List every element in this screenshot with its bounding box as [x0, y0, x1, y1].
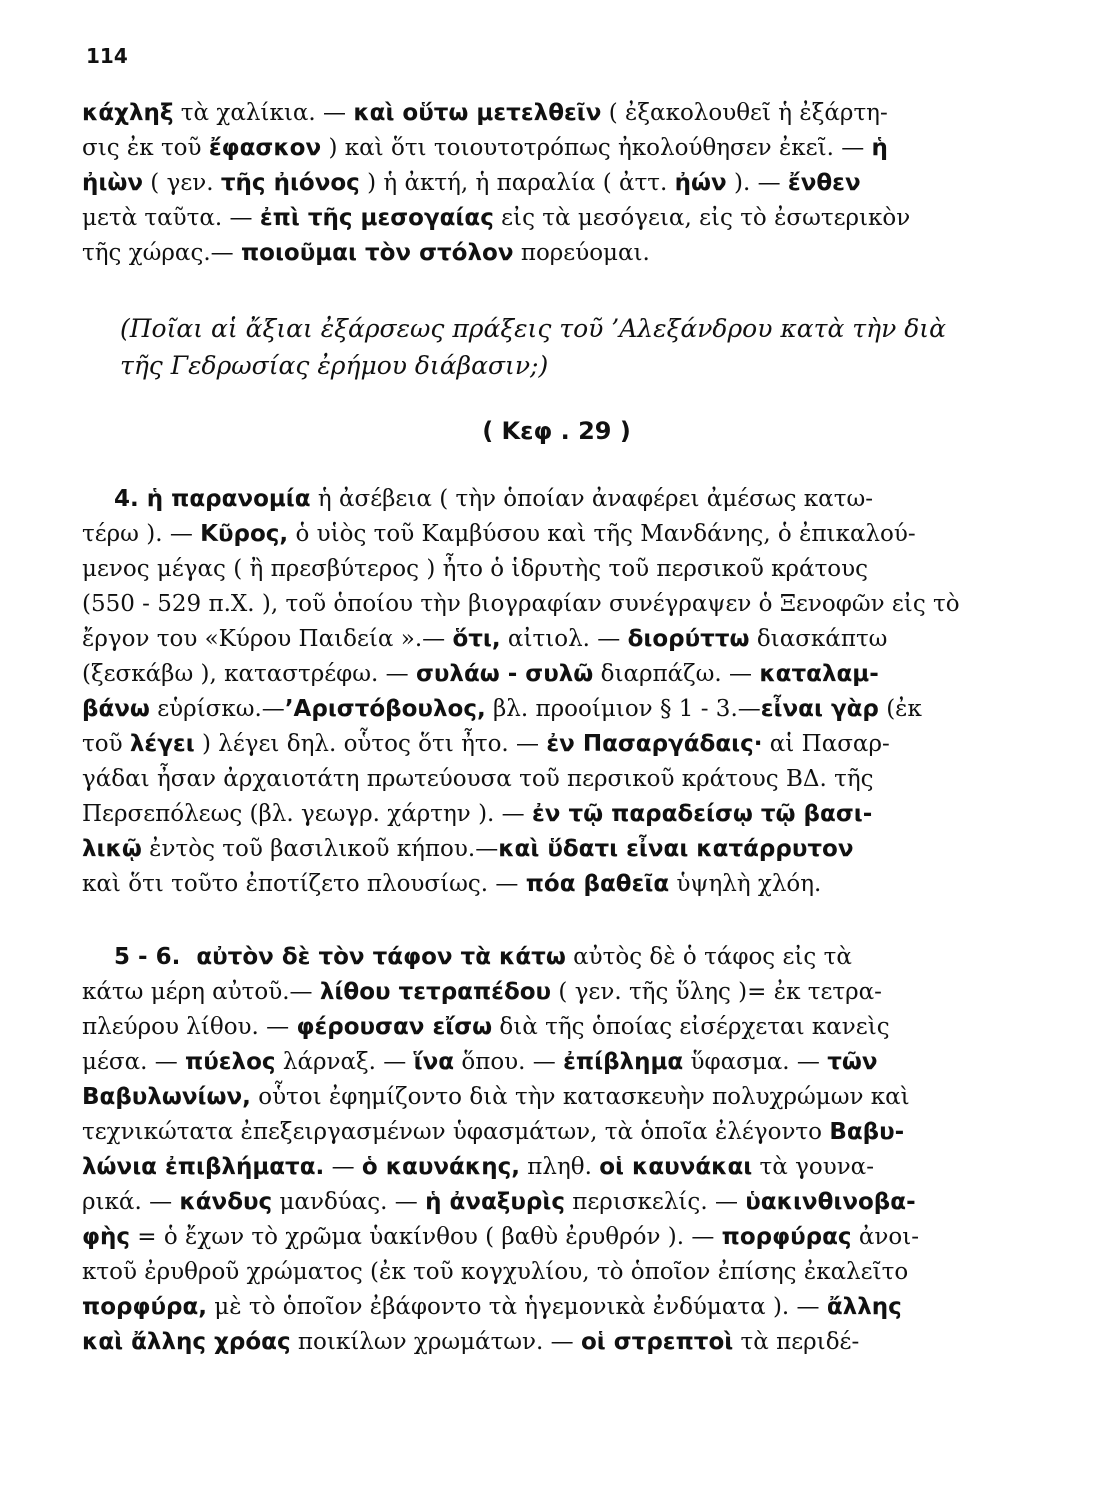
gloss-text: ὕφασμα. — [683, 1049, 828, 1075]
gloss-text: ) ἡ ἀκτή, ἡ παραλία ( ἀττ. [359, 170, 675, 196]
page-number: 114 [86, 44, 128, 68]
gloss-text: τοῦ [82, 731, 130, 757]
term-bold: λικῷ [82, 836, 142, 862]
gloss-text: — [324, 1154, 362, 1180]
gloss-text: ἡ ἀσέβεια ( τὴν ὁποίαν ἀναφέρει ἀμέσως κατω- [310, 486, 873, 512]
term-bold: ἐν Πασαργάδαις· [546, 731, 763, 757]
term-bold: πύελος [185, 1049, 276, 1075]
gloss-text: ) καὶ ὅτι τοιουτοτρόπως ἠκολούθησεν ἐκεῖ. — [321, 135, 872, 161]
gloss-text: βλ. προοίμιον § 1 - 3.— [485, 696, 761, 722]
gloss-text: ἐντὸς τοῦ βασιλικοῦ κήπου.— [141, 836, 499, 862]
gloss-text: (550 - 529 π.Χ. ), τοῦ ὁποίου τὴν βιογραφίαν συνέγραψεν ὁ Ξενοφῶν εἰς τὸ [82, 591, 960, 617]
text-line [82, 482, 988, 517]
term-bold: ἠιὼν [82, 170, 143, 196]
paragraph-glossary-2 [82, 482, 988, 902]
text-line [82, 1185, 988, 1220]
gloss-text: ὁ υἱὸς τοῦ Καμβύσου καὶ τῆς Μανδάνης, ὁ ἐπικαλού- [288, 521, 916, 547]
gloss-text: καὶ ὅτι τοῦτο ἐποτίζετο πλουσίως. — [82, 871, 526, 897]
text-line [82, 1080, 988, 1115]
gloss-text: ). — [726, 170, 788, 196]
term-bold: ’Αριστόβουλος, [284, 696, 486, 722]
gloss-text: ρικά. — [82, 1189, 180, 1215]
text-line [82, 832, 988, 867]
gloss-text: ὅπου. — [454, 1049, 564, 1075]
gloss-text: αἰτιολ. — [500, 626, 628, 652]
term-bold: κάχληξ [82, 100, 174, 126]
text-line [82, 1115, 988, 1150]
term-bold: ἔνθεν [787, 170, 861, 196]
gloss-text: γάδαι ἦσαν ἀρχαιοτάτη πρωτεύουσα τοῦ περσικοῦ κράτους ΒΔ. τῆς [82, 766, 874, 792]
gloss-text: ( γεν. [143, 170, 221, 196]
term-bold: πορφύρα, [82, 1294, 207, 1320]
term-bold: ὁ καυνάκης, [361, 1154, 520, 1180]
text-line [82, 1150, 988, 1185]
paragraph-glossary-3 [82, 940, 988, 1360]
paragraph-glossary-1 [82, 96, 988, 271]
term-bold: βάνω [82, 696, 150, 722]
text-line [82, 622, 988, 657]
text-line [82, 517, 988, 552]
gloss-text: αὐτὸς δὲ ὁ τάφος εἰς τὰ [565, 944, 852, 970]
term-bold: ὑακινθινοβα- [745, 1189, 916, 1215]
term-bold: ἐπίβλημα [563, 1049, 684, 1075]
gloss-text: σις ἐκ τοῦ [82, 135, 209, 161]
gloss-text: μὲ τὸ ὁποῖον ἐβάφοντο τὰ ἡγεμονικὰ ἐνδύματα ). — [206, 1294, 827, 1320]
gloss-text: πορεύομαι. [513, 240, 650, 266]
text-line [82, 727, 988, 762]
term-bold: συλάω - συλῶ [415, 661, 594, 687]
text-line [82, 797, 988, 832]
text-line [82, 1045, 988, 1080]
gloss-text: κτοῦ ἐρυθροῦ χρώματος (ἐκ τοῦ κογχυλίου, τὸ ὁποῖον ἐπίσης ἐκαλεῖτο [82, 1259, 909, 1285]
term-bold: ἠών [674, 170, 727, 196]
term-bold: Βαβυλωνίων, [82, 1084, 251, 1110]
text-line [82, 867, 988, 902]
gloss-text: Περσεπόλεως (βλ. γεωγρ. χάρτην ). — [82, 801, 532, 827]
text-line [82, 131, 988, 166]
text-line [82, 236, 988, 271]
gloss-text: (ξεσκάβω ), καταστρέφω. — [82, 661, 416, 687]
term-bold: καταλαμ- [759, 661, 879, 687]
text-line [82, 587, 988, 622]
term-bold: ἡ ἀναξυρὶς [425, 1189, 565, 1215]
gloss-text: πληθ. [519, 1154, 600, 1180]
gloss-text: περισκελίς. — [564, 1189, 746, 1215]
gloss-text: αἱ Πασαρ- [762, 731, 890, 757]
gloss-text: τεχνικώτατα ἐπεξειργασμένων ὑφασμάτων, τὰ ὁποῖα ἐλέγοντο [82, 1119, 830, 1145]
term-bold: εἶναι γὰρ [760, 696, 879, 722]
term-bold: λέγει [129, 731, 195, 757]
gloss-text: μενος μέγας ( ἢ πρεσβύτερος ) ἦτο ὁ ἱδρυτὴς τοῦ περσικοῦ κράτους [82, 556, 869, 582]
gloss-text: τῆς χώρας.— [82, 240, 241, 266]
gloss-text: = ὁ ἔχων τὸ χρῶμα ὑακίνθου ( βαθὺ ἐρυθρόν ). — [130, 1224, 722, 1250]
gloss-text: (ἐκ [878, 696, 922, 722]
term-bold: Κῦρος, [200, 521, 289, 547]
text-line [82, 1325, 988, 1360]
gloss-text: ὑψηλὴ χλόη. [669, 871, 822, 897]
gloss-text: διὰ τῆς ὁποίας εἰσέρχεται κανεὶς [492, 1014, 890, 1040]
term-bold: οἱ στρεπτοὶ [580, 1329, 734, 1355]
term-bold: ἐπὶ τῆς μεσογαίας [259, 205, 494, 231]
gloss-text: μανδύας. — [272, 1189, 426, 1215]
term-bold: λώνια ἐπιβλήματα. [82, 1154, 325, 1180]
text-line [82, 1220, 988, 1255]
text-line [82, 975, 988, 1010]
question-line: τῆς Γεδρωσίας ἐρήμου διάβασιν;) [120, 351, 549, 380]
gloss-text: εἰς τὰ μεσόγεια, εἰς τὸ ἐσωτερικὸν [493, 205, 911, 231]
term-bold: ἡ [871, 135, 888, 161]
gloss-text: πλεύρου λίθου. — [82, 1014, 297, 1040]
gloss-text: διαρπάζω. — [593, 661, 760, 687]
term-bold: 5 - 6. αὐτὸν δὲ τὸν τάφον τὰ κάτω [82, 944, 566, 970]
term-bold: καὶ οὕτω μετελθεῖν [353, 100, 602, 126]
gloss-text: εὑρίσκω.— [149, 696, 285, 722]
term-bold: καὶ ὕδατι εἶναι κατάρρυτον [498, 836, 854, 862]
gloss-text: διασκάπτω [749, 626, 888, 652]
term-bold: καὶ ἄλλης χρόας [82, 1329, 291, 1355]
term-bold: ἄλλης [826, 1294, 902, 1320]
term-bold: πόα βαθεῖα [525, 871, 670, 897]
gloss-text: ( ἐξακολουθεῖ ἡ ἐξάρτη- [601, 100, 888, 126]
term-bold: οἱ καυνάκαι [599, 1154, 753, 1180]
text-line [82, 1010, 988, 1045]
term-bold: ἔφασκον [208, 135, 322, 161]
gloss-text: τὰ χαλίκια. — [173, 100, 354, 126]
chapter-heading: ( Κεφ . 29 ) [482, 417, 631, 445]
gloss-text: κάτω μέρη αὐτοῦ.— [82, 979, 320, 1005]
term-bold: ποιοῦμαι τὸν στόλον [240, 240, 514, 266]
term-bold: φέρουσαν εἴσω [296, 1014, 493, 1040]
term-bold: διορύττω [627, 626, 750, 652]
text-line [82, 692, 988, 727]
question-paragraph [120, 310, 1000, 384]
gloss-text: μέσα. — [82, 1049, 186, 1075]
gloss-text: τέρω ). — [82, 521, 201, 547]
term-bold: ἵνα [413, 1049, 455, 1075]
question-line: (Ποῖαι αἱ ἄξιαι ἐξάρσεως πράξεις τοῦ ’Αλεξάνδρου κατὰ τὴν διὰ [120, 314, 946, 343]
gloss-text: τὰ περιδέ- [733, 1329, 860, 1355]
gloss-text: οὗτοι ἐφημίζοντο διὰ τὴν κατασκευὴν πολυχρώμων καὶ [250, 1084, 910, 1110]
term-bold: λίθου τετραπέδου [319, 979, 552, 1005]
text-line [82, 1255, 988, 1290]
term-bold: πορφύρας [721, 1224, 852, 1250]
text-line [82, 762, 988, 797]
term-bold: τῆς ἠιόνος [220, 170, 360, 196]
gloss-text: ) λέγει δηλ. οὗτος ὅτι ἦτο. — [194, 731, 547, 757]
term-bold: φὴς [82, 1224, 130, 1250]
text-line [82, 166, 988, 201]
text-line [82, 1290, 988, 1325]
term-bold: ὅτι, [452, 626, 501, 652]
gloss-text: ἔργον του «Κύρου Παιδεία ».— [82, 626, 453, 652]
term-bold: τῶν [827, 1049, 878, 1075]
text-line [82, 657, 988, 692]
text-line [82, 552, 988, 587]
gloss-text: μετὰ ταῦτα. — [82, 205, 260, 231]
gloss-text: τὰ γουνα- [752, 1154, 874, 1180]
gloss-text: λάρναξ. — [275, 1049, 414, 1075]
term-bold: ἐν τῷ παραδείσῳ τῷ βασι- [531, 801, 873, 827]
text-line [82, 940, 988, 975]
gloss-text: ἀνοι- [851, 1224, 920, 1250]
text-line [82, 201, 988, 236]
text-line [82, 96, 988, 131]
gloss-text: ( γεν. τῆς ὕλης )= ἐκ τετρα- [551, 979, 882, 1005]
term-bold: 4. ἡ παρανομία [82, 486, 311, 512]
term-bold: Βαβυ- [829, 1119, 905, 1145]
term-bold: κάνδυς [179, 1189, 273, 1215]
gloss-text: ποικίλων χρωμάτων. — [290, 1329, 581, 1355]
